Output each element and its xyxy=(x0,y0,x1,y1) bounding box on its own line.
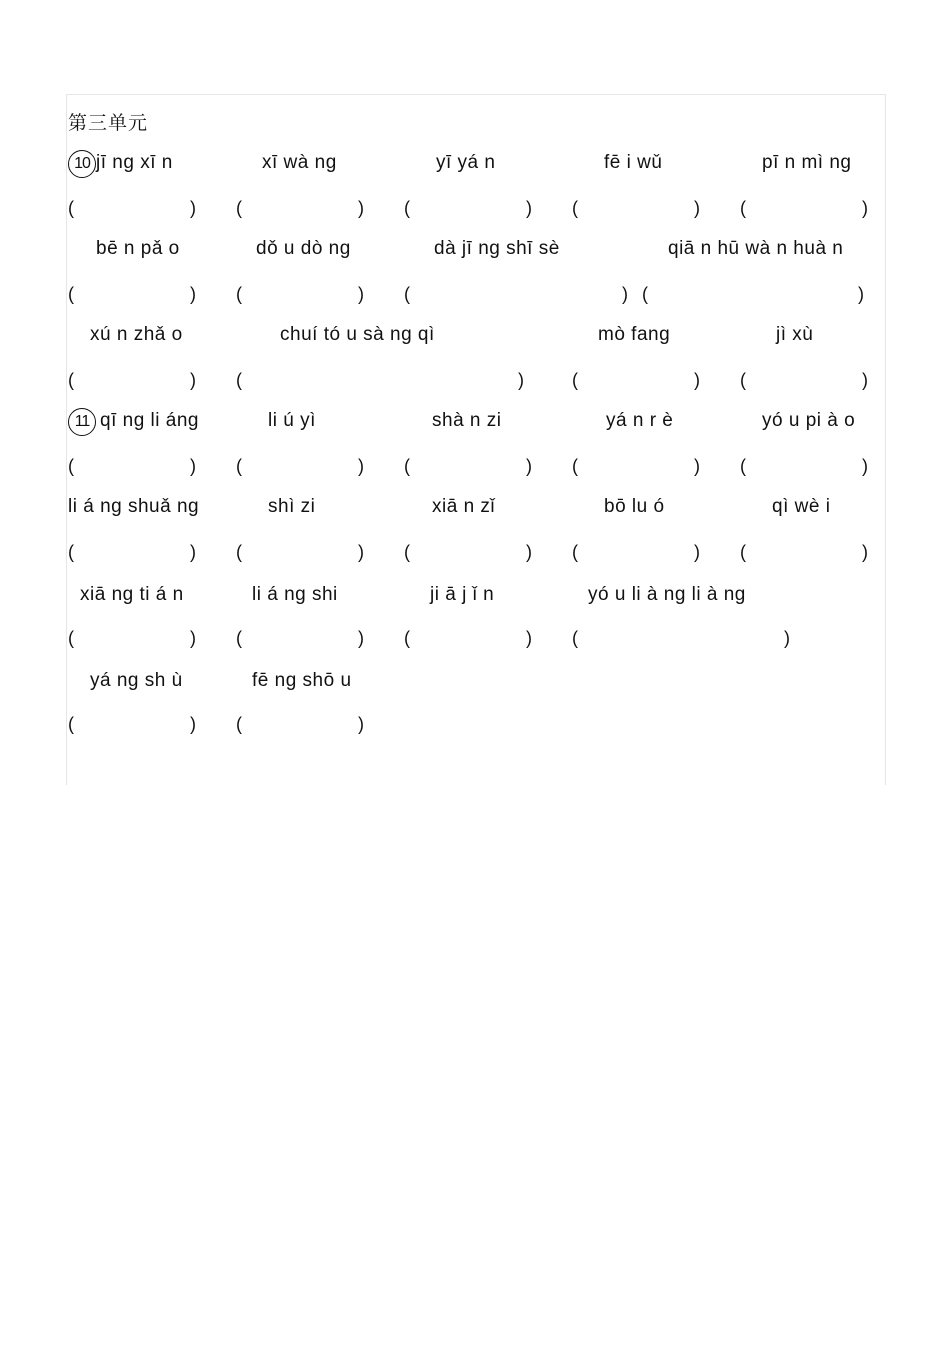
pinyin-word: dà jī ng shī sè xyxy=(434,238,560,259)
answer-row xyxy=(0,198,950,228)
close-paren: ) xyxy=(526,628,532,648)
pinyin-word: yá n r è xyxy=(606,410,674,431)
pinyin-row xyxy=(0,496,950,526)
pinyin-word: xú n zhǎ o xyxy=(90,324,183,345)
pinyin-row xyxy=(0,152,950,182)
close-paren: ) xyxy=(694,198,700,218)
open-paren: ( xyxy=(236,370,242,390)
pinyin-word: bē n pǎ o xyxy=(96,238,180,259)
close-paren: ) xyxy=(858,284,864,304)
open-paren: ( xyxy=(68,284,74,304)
pinyin-word: fē ng shō u xyxy=(252,670,352,691)
open-paren: ( xyxy=(572,198,578,218)
lesson-number: 11 xyxy=(68,408,96,436)
close-paren: ) xyxy=(622,284,628,304)
close-paren: ) xyxy=(190,284,196,304)
open-paren: ( xyxy=(236,456,242,476)
open-paren: ( xyxy=(740,198,746,218)
pinyin-word: xiā n zǐ xyxy=(432,496,496,517)
close-paren: ) xyxy=(190,542,196,562)
open-paren: ( xyxy=(572,370,578,390)
open-paren: ( xyxy=(404,284,410,304)
pinyin-word: yá ng sh ù xyxy=(90,670,183,691)
pinyin-row xyxy=(0,670,950,700)
open-paren: ( xyxy=(404,198,410,218)
close-paren: ) xyxy=(358,198,364,218)
close-paren: ) xyxy=(862,370,868,390)
pinyin-word: ji ā j ǐ n xyxy=(430,584,495,605)
pinyin-word: yī yá n xyxy=(436,152,496,173)
pinyin-word: pī n mì ng xyxy=(762,152,852,173)
close-paren: ) xyxy=(358,714,364,734)
pinyin-word: shì zi xyxy=(268,496,316,517)
pinyin-word: bō lu ó xyxy=(604,496,665,517)
close-paren: ) xyxy=(190,198,196,218)
open-paren: ( xyxy=(572,456,578,476)
open-paren: ( xyxy=(68,198,74,218)
pinyin-word: jì xù xyxy=(776,324,814,345)
close-paren: ) xyxy=(694,370,700,390)
close-paren: ) xyxy=(526,542,532,562)
open-paren: ( xyxy=(68,628,74,648)
pinyin-word: li á ng shi xyxy=(252,584,338,605)
pinyin-word: yó u li à ng li à ng xyxy=(588,584,746,605)
pinyin-word: qiā n hū wà n huà n xyxy=(668,238,844,259)
close-paren: ) xyxy=(190,714,196,734)
close-paren: ) xyxy=(526,456,532,476)
pinyin-word: xī wà ng xyxy=(262,152,337,173)
pinyin-word: jī ng xī n xyxy=(96,152,173,173)
close-paren: ) xyxy=(358,456,364,476)
open-paren: ( xyxy=(236,628,242,648)
pinyin-word: qì wè i xyxy=(772,496,831,517)
open-paren: ( xyxy=(642,284,648,304)
answer-row xyxy=(0,456,950,486)
close-paren: ) xyxy=(358,628,364,648)
pinyin-row xyxy=(0,410,950,440)
answer-row xyxy=(0,542,950,572)
lesson-number: 10 xyxy=(68,150,96,178)
close-paren: ) xyxy=(190,628,196,648)
close-paren: ) xyxy=(190,370,196,390)
close-paren: ) xyxy=(526,198,532,218)
open-paren: ( xyxy=(740,370,746,390)
pinyin-row xyxy=(0,584,950,614)
pinyin-word: chuí tó u sà ng qì xyxy=(280,324,435,345)
answer-row xyxy=(0,370,950,400)
close-paren: ) xyxy=(862,198,868,218)
pinyin-word: mò fang xyxy=(598,324,671,345)
close-paren: ) xyxy=(862,456,868,476)
open-paren: ( xyxy=(404,628,410,648)
pinyin-word: li á ng shuǎ ng xyxy=(68,496,200,517)
open-paren: ( xyxy=(68,542,74,562)
unit-title: 第三单元 xyxy=(68,112,149,134)
pinyin-word: xiā ng ti á n xyxy=(80,584,184,605)
close-paren: ) xyxy=(784,628,790,648)
close-paren: ) xyxy=(190,456,196,476)
pinyin-word: yó u pi à o xyxy=(762,410,856,431)
answer-row xyxy=(0,284,950,314)
pinyin-row xyxy=(0,324,950,354)
pinyin-word: li ú yì xyxy=(268,410,316,431)
open-paren: ( xyxy=(572,542,578,562)
pinyin-word: fē i wǔ xyxy=(604,152,663,173)
pinyin-word: qī ng li áng xyxy=(100,410,199,431)
open-paren: ( xyxy=(740,456,746,476)
open-paren: ( xyxy=(236,542,242,562)
open-paren: ( xyxy=(404,456,410,476)
close-paren: ) xyxy=(862,542,868,562)
open-paren: ( xyxy=(572,628,578,648)
close-paren: ) xyxy=(694,456,700,476)
pinyin-word: shà n zi xyxy=(432,410,502,431)
answer-row xyxy=(0,628,950,658)
pinyin-word: dǒ u dò ng xyxy=(256,238,351,259)
pinyin-row xyxy=(0,238,950,268)
open-paren: ( xyxy=(236,198,242,218)
answer-row xyxy=(0,714,950,744)
open-paren: ( xyxy=(236,284,242,304)
open-paren: ( xyxy=(740,542,746,562)
close-paren: ) xyxy=(358,284,364,304)
open-paren: ( xyxy=(68,714,74,734)
close-paren: ) xyxy=(518,370,524,390)
open-paren: ( xyxy=(68,370,74,390)
open-paren: ( xyxy=(236,714,242,734)
close-paren: ) xyxy=(358,542,364,562)
close-paren: ) xyxy=(694,542,700,562)
open-paren: ( xyxy=(68,456,74,476)
open-paren: ( xyxy=(404,542,410,562)
